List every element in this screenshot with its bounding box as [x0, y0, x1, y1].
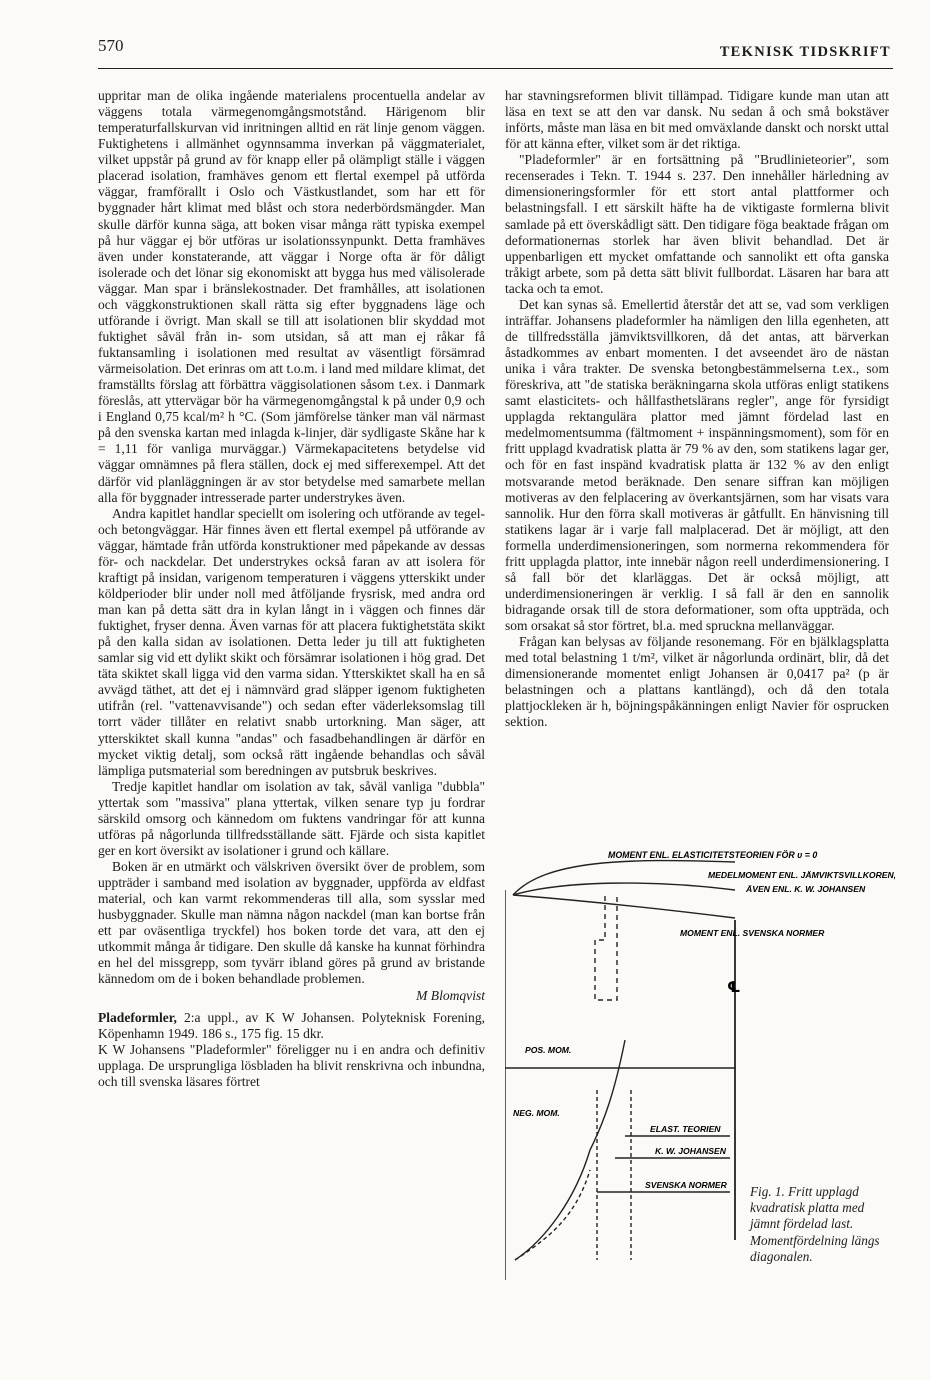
curve-elasticity-theory: [513, 861, 735, 895]
paragraph: K W Johansens "Pladeformler" föreligger nu i en andra och definitiv upplaga. De ursprungliga lösbladen ha blivit renskrivna och inbundna, och till svenska läsares förtret: [98, 1041, 485, 1089]
paragraph: Det kan synas så. Emellertid återstår det att se, vad som verkligen inträffar. Johansens pladeformler ha nämligen den lilla egenheten, att de tillfredsställa jämviktsvillkoren, då det antas, att bärverkan åstadkommes av enbart momenten. I det avseendet äro de nästan unika i våra trakter. De svenska betongbestämmelserna t.ex., som föreskriva, att "de statiska beräkningarna skola utföras enligt statikens samt elasticitets- och hållfasthetslärans regler", ange för fyrsidigt upplagda rektangulära plattor med jämnt fördelad last en medelmomentsumma (fältmoment + inspänningsmoment), som för en fritt upplagd kvadratisk platta är 79 % av den, som statikens lagar ger, och för en fast inspänd kvadratisk platta är 132 % av den enligt motsvarande metod beräknade. Den senare siffran kan möjligen motiveras av den felplacering av överkantsjärnen, som har visats vara sannolik. Hur den förra skall motiveras är gåtfullt. En hänvisning till statikens lagar är i varje fall malplacerad. Det är möjligt, att den formella underdimensioneringen, som normerna rekommendera för fritt upplagda plattor, inte innebär någon reell underdimensionering. I så fall bör det klarläggas. Det är också möjligt, att underdimensioneringen är verklig. I så fall är den en sannolik bidragande orsak till de stora deformationer, som ofta uppträda, och som orsakat så stor förtret, bl.a. med spruckna mellanväggar.: [505, 296, 889, 634]
paragraph: uppritar man de olika ingående materialens procentuella andelar av väggens totala värmegenomgångsmotstånd. Härigenom blir temperaturfallskurvan vid inritningen alltid en rät linje genom väggen. Fuktighetens i allmänhet ogynnsamma inverkan på väggmaterialet, vilket uppstår på grund av för knapp eller på olämpligt ställe i väggen placerad isolation, framhäves genom ett flertal exempel på utförda väggar, framförallt i Oslo och Västkustlandet, som har ett för byggnader hårt klimat med blåst och stora nederbördsmängder. Man skulle därför kunna säga, att boken visar många rätt typiska exempel på hur väggar ej bör utföras ur isolationssynpunkt. Detta framhäves även under konstaterande, att väggar i Norge ofta är för dåligt isolerade och det lönar sig ekonomiskt att bygga hus med välisolerade väggar. Man spar i bränslekostnader. Det framhålles, att isolationen och väggkonstruktionen skall rätta sig efter byggnadens läge och utförande i övrigt. Man skall se till att isolationen blir skyddad mot fuktighet såväl från in- som utsidan, så att man ej råkar få fuktansamling i isolationen med resultat av väsentligt försämrad värmeisolation. Det erinras om att t.o.m. i land med mildare klimat, det framställts förslag att förbättra väggisolationen såsom t.ex. i Danmark föreslås, att yttervägar bör ha värmegenomgångstal k på under 0,9 och i England 0,75 kcal/m² h °C. (Som jämförelse tänker man väl närmast på den svenska kartan med inlagda k-linjer, där sydligaste Skåne har k = 1,11 för vanliga murväggar.) Värmekapacitetens betydelse vid väggar omnämnes på flera ställen, dock ej med sifferexempel. Att det därför vid planläggningen är av stor betydelse med samarbete mellan alla för byggnader intresserade parter understrykes även.: [98, 88, 485, 505]
label-johansen-top: ÄVEN ENL. K. W. JOHANSEN: [746, 884, 866, 894]
label-positive-moment: POS. MOM.: [525, 1045, 572, 1055]
dashed-reference-block: [595, 896, 617, 1000]
review-heading: [98, 1010, 485, 1042]
journal-title: TEKNISK TIDSKRIFT: [719, 44, 891, 60]
curve-johansen: [513, 883, 735, 895]
review-title: Pladeformler,: [98, 1009, 177, 1025]
review-reference: 2:a uppl., av K W Johansen. Polyteknisk Forening, Köpenhamn 1949. 186 s., 175 fig. 15 dkr.: [98, 1009, 485, 1041]
label-negative-moment: NEG. MOM.: [513, 1108, 560, 1118]
label-swedish-bottom: SVENSKA NORMER: [645, 1180, 727, 1190]
paragraph: Andra kapitlet handlar speciellt om isolering och utförande av tegel- och betongväggar. Här finnes även ett flertal exempel på utförande av väggar, hämtade från utförda konstruktioner med påpekande av dessas för- och nackdelar. Det understrykes också faran av att isolera för kraftigt på insidan, varigenom temperaturen i väggens ytterskikt under köldperioder blir under noll med åtföljande frysrisk, med andra ord man kan på detta sätt dra in kylan långt in i väggen och finnes där fuktighet, fryser denna. Även varnas för att placera fuktighetstäta skikt på den kalla sidan av isolationen. Detta leder ju till att fuktigheten samlar sig vid ett dylikt skikt och försämrar isolationen i hög grad. Det täta skiktet skall ligga vid den varma sidan. Ytterskiktet skall ha en så avvägd täthet, att det ej i nämnvärd grad släpper igenom fuktigheten utifrån (rel. "vattenavvisande") och sedan efter väderleksomslag till torrt väder tillåter en relativt snabb urtorkning. Man säger, att ytterskiktet skall kunna "andas" och fasadbehandlingen är därför en mycket viktig detalj, som också rätt ingående behandlas och såväl lämpliga putsmaterial som beredningen av putsbruk beskrives.: [98, 505, 485, 778]
paragraph: Frågan kan belysas av följande resonemang. För en bjälklagsplatta med total belastning 1 t/m², vilket är någorlunda ordinärt, blir, då det dimensionerande momentet enligt Johansen är 0,0417 pa² (p är belastningen och a plattans kantlängd), och då den totala plattjockleken är h, böjningspåkänningen enligt Navier för osprucken sektion.: [505, 634, 889, 730]
curve-neg-upper: [590, 1040, 625, 1150]
label-elasticity-zero: MOMENT ENL. ELASTICITETSTEORIEN FÖR υ = 0: [608, 850, 818, 860]
curve-neg-dashed: [515, 1170, 590, 1260]
label-swedish-top: MOMENT ENL. SVENSKA NORMER: [680, 928, 825, 938]
left-column: [98, 88, 485, 1090]
figure-caption: Fig. 1. Fritt upplagd kvadratisk platta med jämnt fördelad last. Momentfördelning längs diagonalen.: [750, 1184, 880, 1264]
paragraph: Tredje kapitlet handlar om isolation av tak, såväl vanliga "dubbla" yttertak som "massiva" plana yttertak, vilken senare typ ju fordrar särskild omsorg och kännedom om fuktens vandringar för att kunna utföras på någorlunda tillfredsställande sätt. Fjärde och sista kapitlet ger en kort översikt av isolationer i grund och källare.: [98, 778, 485, 858]
label-johansen-bottom: K. W. JOHANSEN: [655, 1146, 726, 1156]
page-number: 570: [98, 36, 124, 55]
right-column: [505, 88, 889, 731]
paragraph: Boken är en utmärkt och välskriven översikt över de problem, som uppträder i samband med isolation av byggnader, uppförda av eldfast material, och kan varmt rekommenderas till alla, som sysslar med husbyggnader. Skulle man nämna någon nackdel (man kan bortse från ett par oväsentliga tryckfel) hos boken torde det vara, att den ej utkommit många år tidigare. Den skulle då kanske ha kunnat förhindra en hel del missgrepp, som tyvärr ibland göres på grund av bristande kännedom om de i boken behandlade problemen.: [98, 859, 485, 987]
curve-swedish-norms: [513, 895, 735, 918]
curve-neg-lower: [515, 1150, 590, 1260]
centerline-symbol: ℄: [727, 979, 741, 996]
review-signature: M Blomqvist: [416, 987, 485, 1003]
label-elasticity-bottom: ELAST. TEORIEN: [650, 1124, 721, 1134]
paragraph: har stavningsreformen blivit tillämpad. Tidigare kunde man utan att läsa en text se att den var dansk. Nu sedan å och små bokstäver införts, måste man läsa en bit med omväxlande danskt och norskt uttal för att känna efter, vilket som är det riktiga.: [505, 88, 889, 152]
page-header: [98, 32, 893, 69]
paragraph: "Pladeformler" är en fortsättning på "Brudlinieteorier", som recenserades i Tekn. T. 1944 s. 237. Den innehåller härledning av dimensioneringsformler för ett stort antal plattformer och belastningsfall. I ett särskilt häfte ha de viktigaste formlerna blivit samlade på ett överskådligt sätt. Den tidigare föga beaktade frågan om deformationernas storlek har även blivit behandlad. Det är uppenbarligen ett mycket omfattande och sannolikt ett ofta ganska tråkigt arbete, som på detta sätt blivit fullbordat. Läsaren har bara att tacka och ta emot.: [505, 152, 889, 296]
label-equilibrium: MEDELMOMENT ENL. JÄMVIKTSVILLKOREN,: [708, 870, 895, 880]
